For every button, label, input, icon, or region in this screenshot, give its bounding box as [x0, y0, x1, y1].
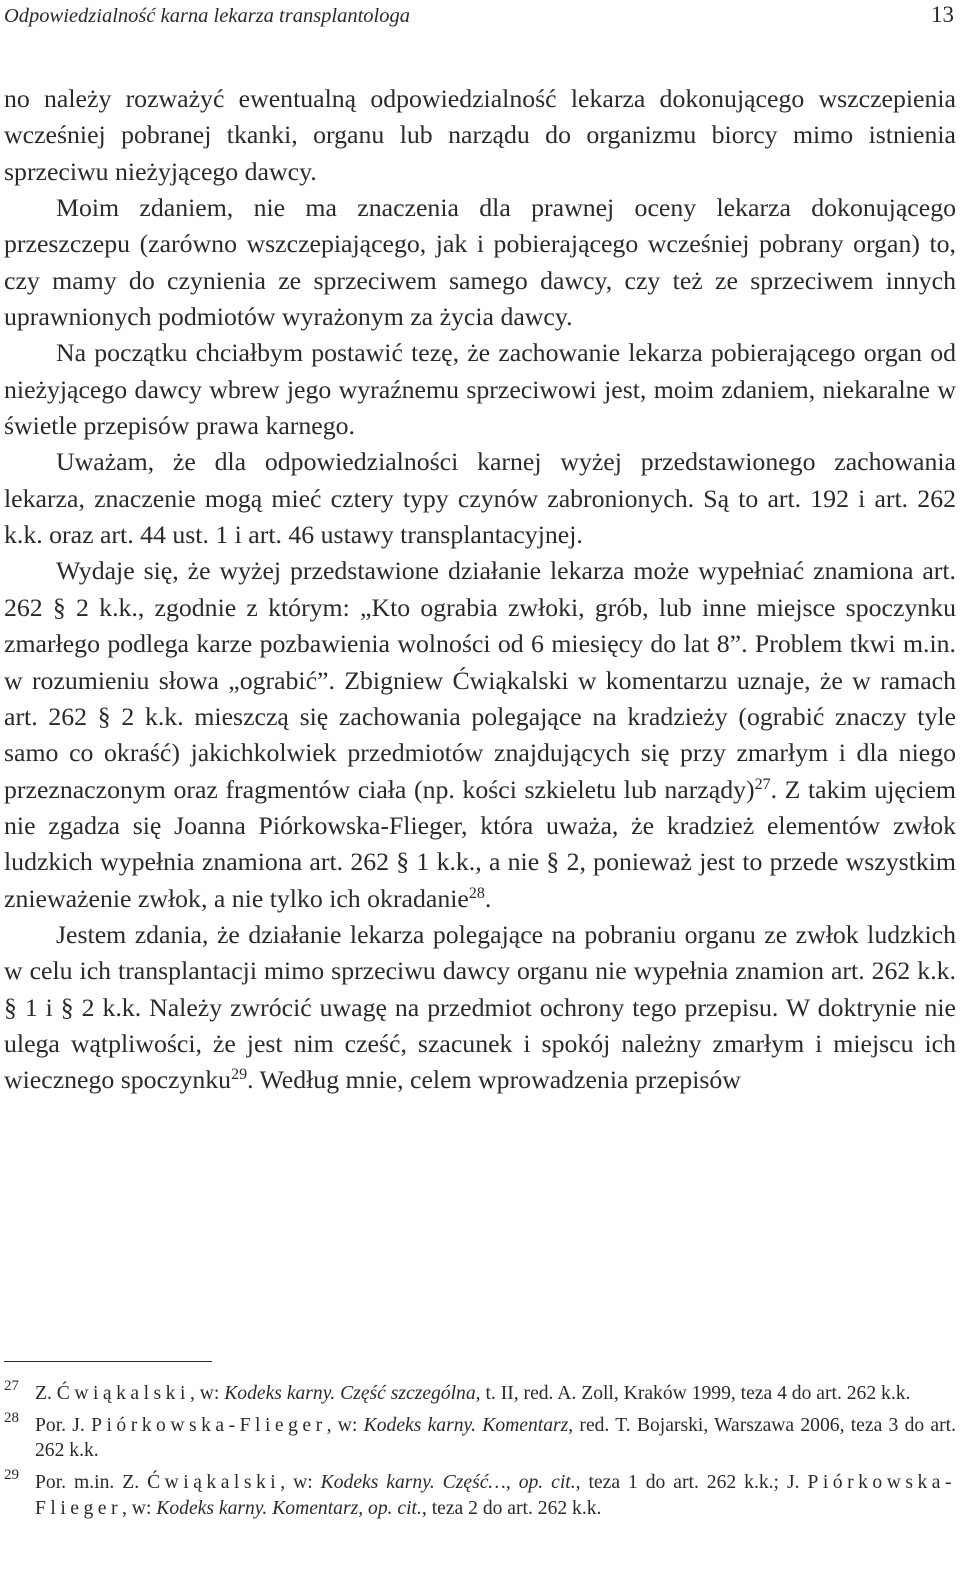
page-number: 13 [931, 2, 954, 27]
footnote-reference[interactable]: 28 [468, 884, 485, 902]
paragraph [4, 917, 956, 1099]
footnote-author: Ćwiąkalski [147, 1472, 281, 1494]
footnote-op-cit: op. cit. [368, 1497, 422, 1519]
footnote-reference[interactable]: 27 [754, 775, 771, 793]
paragraph: Moim zdaniem, nie ma znaczenia dla prawnej oceny lekarza dokonującego przeszczepu (zarówno wszczepiającego, jak i pobierającego wcześniej pobrany organ) to, czy mamy do czynienia ze sprzeciwem samego dawcy, czy też ze sprzeciwem innych uprawnionych podmiotów wyrażonym za życia dawcy. [4, 193, 956, 332]
running-title: Odpowiedzialność karna lekarza transplantologa [4, 5, 411, 27]
footnote-text: , w: [122, 1497, 157, 1519]
footnote-text: Por. m.in. Z. [35, 1472, 148, 1494]
footnote-number: 29 [4, 1467, 19, 1484]
paragraph: Na początku chciałbym postawić tezę, że zachowanie lekarza pobierającego organ od nieżyjącego dawcy wbrew jego wyraźnemu sprzeciwowi jest, moim zdaniem, niekaralne w świetle przepisów prawa karnego. [4, 338, 956, 441]
main-text [4, 81, 956, 1099]
footnote [4, 1467, 956, 1521]
paragraph-text: Wydaje się, że wyżej przedstawione działanie lekarza może wypełniać znamiona art. 262 § 2 k.k., zgodnie z którym: „Kto ograbia zwłoki, grób, lub inne miejsce spoczynku zmarłego podlega karze pozbawienia wolności od 6 miesięcy do lat 8”. Problem tkwi m.in. w rozumieniu słowa „ograbić”. Zbigniew Ćwiąkalski w komentarzu uznaje, że w ramach art. 262 § 2 k.k. mieszczą się zachowania polegające na kradzieży (ograbić znaczy tyle samo co okraść) jakichkolwiek przedmiotów znajdujących się przy zmarłym i dla niego przeznaczonym oraz fragmentów ciała (np. kości szkieletu lub narządy) [4, 556, 956, 804]
paragraph: no należy rozważyć ewentualną odpowiedzialność lekarza dokonującego wszczepienia wcześniej pobranej tkanki, organu lub narządu do organizmu biorcy mimo istnienia sprzeciwu nieżyjącego dawcy. [4, 84, 956, 186]
footnote-author: Piórkowska-Flieger [91, 1414, 327, 1436]
footnote-title: Kodeks karny. Część szczególna [224, 1383, 476, 1404]
footnote-text: , w: [326, 1414, 364, 1436]
footnote-author: Piórkowska-Flieger [35, 1472, 956, 1519]
footnotes [4, 1378, 956, 1528]
footnote-number: 28 [4, 1409, 19, 1426]
paragraph: Uważam, że dla odpowiedzialności karnej wyżej przedstawionego zachowania lekarza, znaczenie mogą mieć cztery typy czynów zabronionych. Są to art. 192 i art. 262 k.k. oraz art. 44 ust. 1 i art. 46 ustawy transplantacyjnej. [4, 447, 956, 550]
footnote-text: , [505, 1472, 519, 1494]
footnote-text: , teza 2 do art. 262 k.k. [421, 1497, 602, 1519]
footnote-title: Kodeks karny. Komentarz [156, 1497, 359, 1519]
footnote-text: , w: [189, 1383, 225, 1404]
paragraph-text: . Według mnie, celem wprowadzenia przepisów [247, 1065, 741, 1095]
footnote-text: , [358, 1497, 369, 1519]
footnote-op-cit: op. cit. [518, 1472, 576, 1494]
footnote-number: 27 [4, 1378, 19, 1394]
paragraph-text: . [484, 883, 492, 913]
footnote-author: Ćwiąkalski [56, 1383, 190, 1404]
running-header [4, 2, 954, 32]
footnote-title: Kodeks karny. Komentarz [363, 1414, 569, 1436]
footnote [4, 1409, 956, 1464]
paragraph-text: Jestem zdania, że działanie lekarza polegające na pobraniu organu ze zwłok ludzkich w celu ich transplantacji mimo sprzeciwu dawcy organu nie wypełnia znamion art. 262 k.k. § 1 i § 2 k.k. Należy zwrócić uwagę na przedmiot ochrony tego przepisu. W doktrynie nie ulega wątpliwości, że jest nim cześć, szacunek i spokój należny zmarłym i miejscu ich wiecznego spoczynku [4, 919, 956, 1095]
footnote [4, 1378, 956, 1407]
footnote-reference[interactable]: 29 [231, 1066, 248, 1084]
footnote-separator [4, 1361, 212, 1362]
footnote-title: Kodeks karny. Część… [320, 1472, 506, 1494]
footnote-text: Z. [35, 1383, 57, 1404]
footnote-text: , red. T. Bojarski, Warszawa 2006, teza 3 do art. 262 k.k. [35, 1414, 956, 1462]
footnote-text: Por. J. [35, 1414, 92, 1436]
footnote-text: , teza 1 do art. 262 k.k.; J. [575, 1472, 808, 1494]
paragraph [4, 553, 956, 916]
paragraph-text: . Z takim ujęciem nie zgadza się Joanna Piórkowska-Flieger, która uważa, że kradzież elementów zwłok ludzkich wypełnia znamiona art. 262 § 1 k.k., a nie § 2, ponieważ jest to przede wszystkim znieważenie zwłok, a nie tylko ich okradanie [4, 774, 957, 913]
footnote-text: , t. II, red. A. Zoll, Kraków 1999, teza 4 do art. 262 k.k. [475, 1383, 911, 1404]
footnote-text: , w: [280, 1472, 321, 1494]
